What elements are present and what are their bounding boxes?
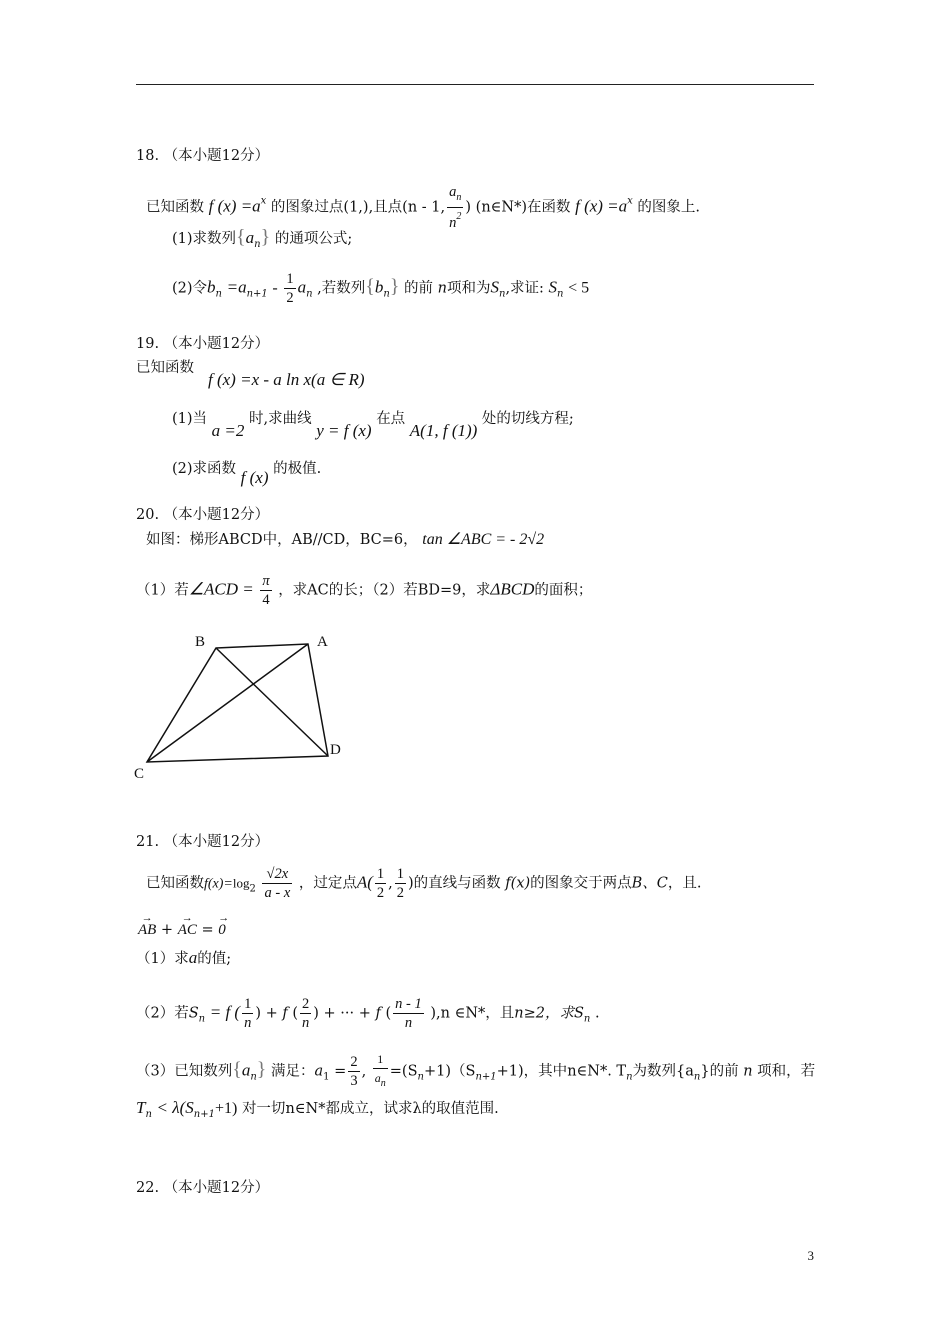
q21-header: 21. （本小题12分）	[136, 834, 270, 850]
q21-part2: （2）若$S_n = f$ ( $\frac{1}{n}$ ) + f ( $\frac{2}{n}$ ) + ··· + f ( $\frac{n - 1}{n}$ ),n ∈N*，且n≥2，求$S_n$ .	[136, 996, 600, 1031]
q21-part1: （1）求a的值;	[136, 948, 232, 967]
vertex-label-C: C	[134, 766, 145, 782]
vertex-label-B: B	[195, 634, 206, 650]
q19-header: 19. （本小题12分）	[136, 336, 270, 352]
q19-part1: (1)当 a =2 时,求曲线 y = f (x) 在点 A(1, f (1)) 处的切线方程;	[172, 411, 574, 440]
q19-func: f (x) =x - a ln x(a ∈ R)	[208, 370, 365, 389]
q18-header: 18. （本小题12分）	[136, 148, 270, 164]
q19-line1: 已知函数	[136, 360, 194, 376]
q19-part2: (2)求函数 f (x) 的极值.	[172, 461, 322, 487]
q18-line1: 已知函数 f $(x) =a^x$ 的图象过点(1,),且点(n - 1, $\frac{a_n}{n^2}$ ) (n∈N*)在函数 f $(x) =a^x$ 的图象上.	[146, 184, 701, 231]
diagonal-AC	[147, 644, 308, 762]
q20-line1: 如图：梯形ABCD中，AB//CD，BC=6， tan ∠ABC = - 2√2	[146, 531, 545, 548]
q20-header: 20. （本小题12分）	[136, 507, 270, 523]
q20-parts: （1）若∠ACD = $\frac{\pi}{4}$ ，求AC的长；（2）若BD=9，求ΔBCD的面积；	[136, 573, 593, 608]
q21-line1: 已知函数$f(x)=\log_2$ $\frac{√2x}{a - x}$ ，过定点A( $\frac{1}{2}$ , $\frac{1}{2}$ )的直线与函数 f(x)的图象交于两点B、C，且.	[146, 866, 702, 901]
q21-line5: $T_n < \lambda(S_{n+1}+1)$ 对一切n∈N*都成立，试求λ的取值范围.	[136, 1098, 499, 1120]
vertex-label-D: D	[330, 742, 341, 758]
diagonal-BD	[216, 648, 328, 756]
q22-header: 22. （本小题12分）	[136, 1180, 270, 1196]
page-number: 3	[807, 1248, 814, 1263]
q21-vector-eq: → AB + → AC = → 0	[138, 920, 226, 940]
q21-part3: （3）已知数列$\{a_n\}$ 满足：$a_1$ = $\frac{2}{3}$ , $\frac{1}{a_n}$ $=(S_n+1)(S_{n+1}+1)$，其中n∈N*. $T_n$为数列$\{a_n\}$的前 n 项和，若	[136, 1052, 816, 1089]
vertex-label-A: A	[317, 634, 328, 650]
q18-part1: (1)求数列$\{a_n\}$ 的通项公式;	[172, 226, 353, 250]
trapezoid-outline	[147, 644, 328, 762]
q18-part2: (2)令$b_n =a_{n+1}$ - $\frac{1}{2}$ $a_n$ ,若数列$\{b_n\}$ 的前 n项和为$S_n$,求证: $S_n < 5$	[172, 271, 590, 306]
header-rule	[136, 84, 814, 85]
